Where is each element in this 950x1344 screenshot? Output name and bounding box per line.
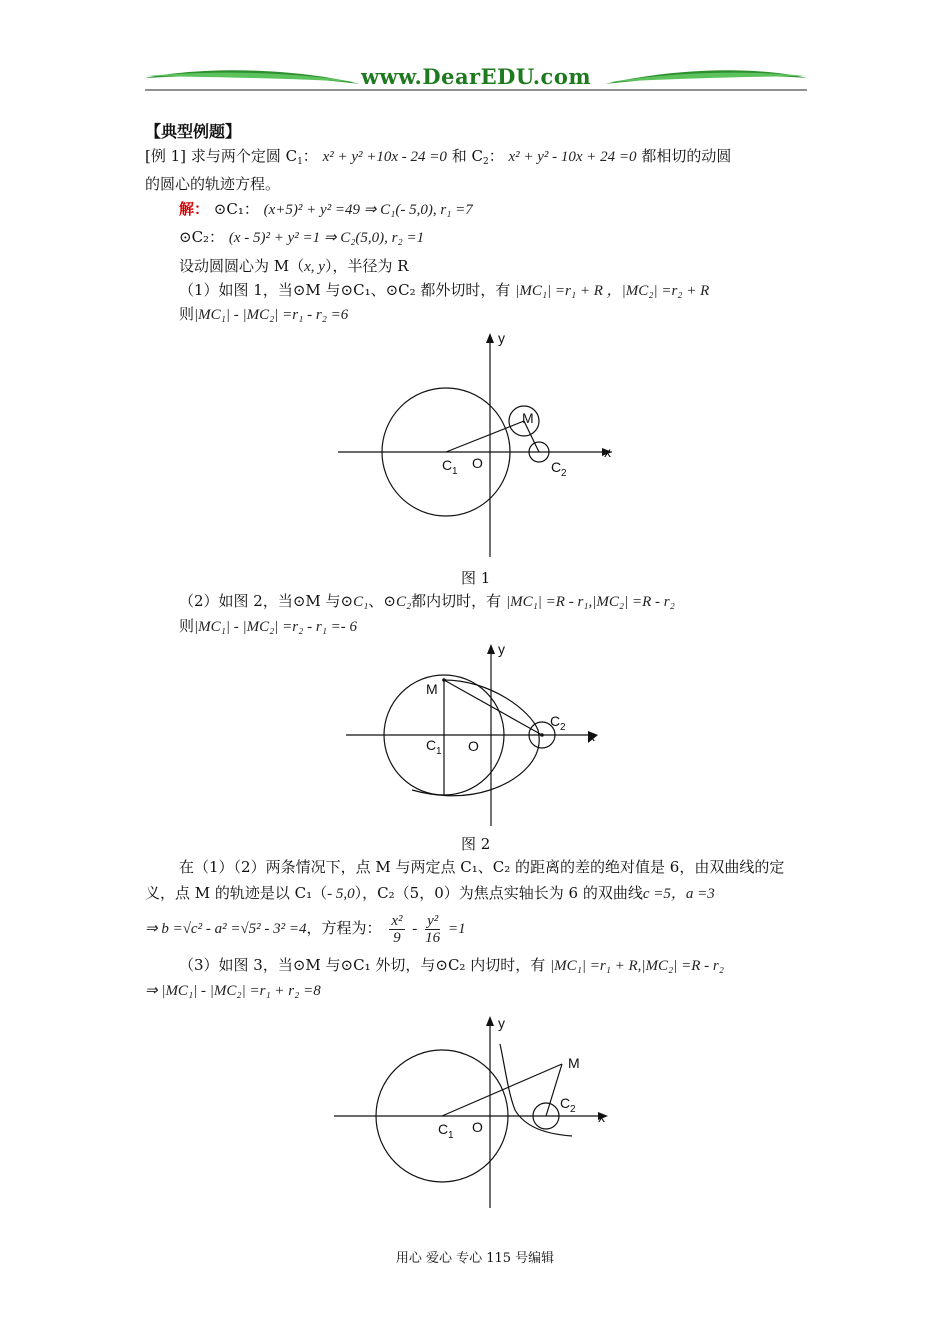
setup-xy: x, y	[304, 259, 325, 275]
case2-statement	[179, 591, 675, 612]
frac-eq: =1	[448, 921, 466, 937]
solution-label: 解：	[179, 200, 210, 218]
figure-3	[330, 1012, 620, 1212]
figure-1-caption: 图 1	[461, 569, 491, 587]
c1-equation: x² + y² +10x - 24 =0	[322, 149, 447, 165]
frac2-den: 16	[425, 929, 441, 946]
fraction-x2-9	[389, 913, 404, 946]
case2-text-e: 都内切时，有	[411, 592, 502, 610]
fig3-y-label: y	[498, 1015, 505, 1031]
fig1-m-label: M	[522, 410, 534, 426]
fig1-y-label: y	[498, 330, 505, 346]
case1-result-math: |MC₁| - |MC₂| =r₁ - r₂ =6	[194, 307, 349, 323]
case2-c1: C₁	[353, 594, 369, 610]
fig2-c1-sub: 1	[436, 746, 442, 757]
summary-line1: 在（1）（2）两条情况下，点 M 与两定点 C₁、C₂ 的距离的差的绝对值是 6，由双曲线的定	[179, 858, 785, 876]
figure-2	[340, 640, 610, 830]
summary-l2a: 义，点 M 的轨迹是以 C₁（	[145, 884, 328, 902]
summary-l3b: ，方程为：	[306, 919, 382, 937]
c2-equation: x² + y² - 10x + 24 =0	[508, 149, 637, 165]
case2-text: （2）如图 2，当⊙M 与⊙	[179, 592, 354, 610]
fig2-c2-label: C	[550, 713, 561, 729]
setup-text-a: 设动圆圆心为 M（	[179, 257, 305, 275]
summary-l2c: ），C₂（5，0）为焦点实轴长为 6 的双曲线	[354, 884, 643, 902]
c2-circle-label: ⊙C₂：	[179, 228, 225, 246]
site-logo-text: www.DearEDU.com	[360, 64, 592, 89]
fig2-c1-label: C	[426, 737, 437, 753]
case2-c2: C₂	[395, 594, 412, 610]
fig1-c1-label: C	[442, 457, 453, 473]
frac1-den: 9	[393, 929, 401, 946]
case1-result	[179, 304, 348, 325]
case2-result-math: |MC₁| - |MC₂| =r₂ - r₁ =- 6	[194, 619, 358, 635]
case1-statement	[179, 280, 709, 301]
summary-line3	[145, 908, 466, 948]
case3-math: |MC₁| =r₁ + R,|MC₂| =R - r₂	[550, 958, 724, 974]
fig1-c1-sub: 1	[452, 466, 458, 477]
case3-result-math: ⇒ |MC₁| - |MC₂| =r₁ + r₂ =8	[145, 983, 321, 999]
frac1-num: x²	[391, 912, 403, 929]
case2-then: 则	[179, 617, 195, 635]
fraction-y2-16	[425, 913, 440, 946]
summary-line2	[145, 883, 715, 904]
figure-1	[330, 325, 620, 565]
c2-standard-form: (x - 5)² + y² =1 ⇒ C₂(5,0), r₂ =1	[228, 230, 425, 246]
fig2-m-label: M	[426, 681, 438, 697]
case1-math: |MC₁| =r₁ + R ，|MC₂| =r₂ + R	[515, 283, 710, 299]
c1-standard-form: (x+5)² + y² =49 ⇒ C₁(- 5,0), r₁ =7	[263, 202, 473, 218]
fig1-c2-sub: 2	[561, 468, 567, 479]
fig3-c1-label: C	[438, 1121, 449, 1137]
example-intro-b: 和 C	[451, 147, 483, 165]
figure-2-caption: 图 2	[461, 835, 491, 853]
solution-setup	[179, 256, 409, 277]
fig1-c2-label: C	[551, 459, 562, 475]
fig3-c2-sub: 2	[570, 1104, 576, 1115]
case3-result	[145, 980, 321, 1001]
example-statement: [例 1] 求与两个定圆 $C_1$： x² + y² +10x - 24 =0 和 $C_2$： x² + y² - 10x + 24 =0 都相切的动圆	[145, 147, 732, 167]
fig3-m-label: M	[568, 1055, 580, 1071]
case1-text: （1）如图 1，当⊙M 与⊙C₁、⊙C₂ 都外切时，有	[179, 281, 511, 299]
solution-c2	[179, 227, 424, 248]
fig2-c2-sub: 2	[560, 722, 566, 733]
fig3-c1-sub: 1	[448, 1130, 454, 1141]
frac2-num: y²	[427, 912, 439, 929]
solution-c1	[179, 199, 473, 220]
c1-circle-label: ⊙C₁：	[213, 200, 259, 218]
section-title: 【典型例题】	[145, 122, 242, 141]
case1-then: 则	[179, 305, 195, 323]
summary-l2b: - 5,0	[327, 886, 355, 902]
fig3-o-label: O	[472, 1119, 483, 1135]
setup-text-b: ），半径为 R	[324, 257, 409, 275]
fig2-o-label: O	[468, 738, 479, 754]
example-tag: [例 1]	[145, 147, 187, 165]
page-footer: 用心 爱心 专心 115 号编辑	[395, 1251, 555, 1266]
fig2-x-label: x	[588, 728, 595, 744]
summary-l2d: c =5，a =3	[642, 886, 715, 902]
case3-statement	[179, 955, 724, 976]
fig1-o-label: O	[472, 455, 483, 471]
fig3-c2-label: C	[560, 1095, 571, 1111]
frac-minus: -	[412, 921, 418, 937]
case2-math: |MC₁| =R - r₁,|MC₂| =R - r₂	[505, 594, 675, 610]
fig1-x-label: x	[604, 444, 611, 460]
case2-result	[179, 616, 357, 637]
case3-text: （3）如图 3，当⊙M 与⊙C₁ 外切，与⊙C₂ 内切时，有	[179, 956, 546, 974]
example-intro-c: 都相切的动圆	[641, 147, 732, 165]
example-intro-a: 求与两个定圆 C	[190, 147, 298, 165]
fig3-x-label: x	[598, 1109, 605, 1125]
example-statement-line2: 的圆心的轨迹方程。	[145, 175, 281, 193]
case2-sep: 、⊙	[368, 592, 396, 610]
header-banner	[145, 62, 807, 94]
fig2-y-label: y	[498, 641, 505, 657]
summary-l3a: ⇒ b =√c² - a² =√5² - 3² =4	[145, 921, 307, 937]
